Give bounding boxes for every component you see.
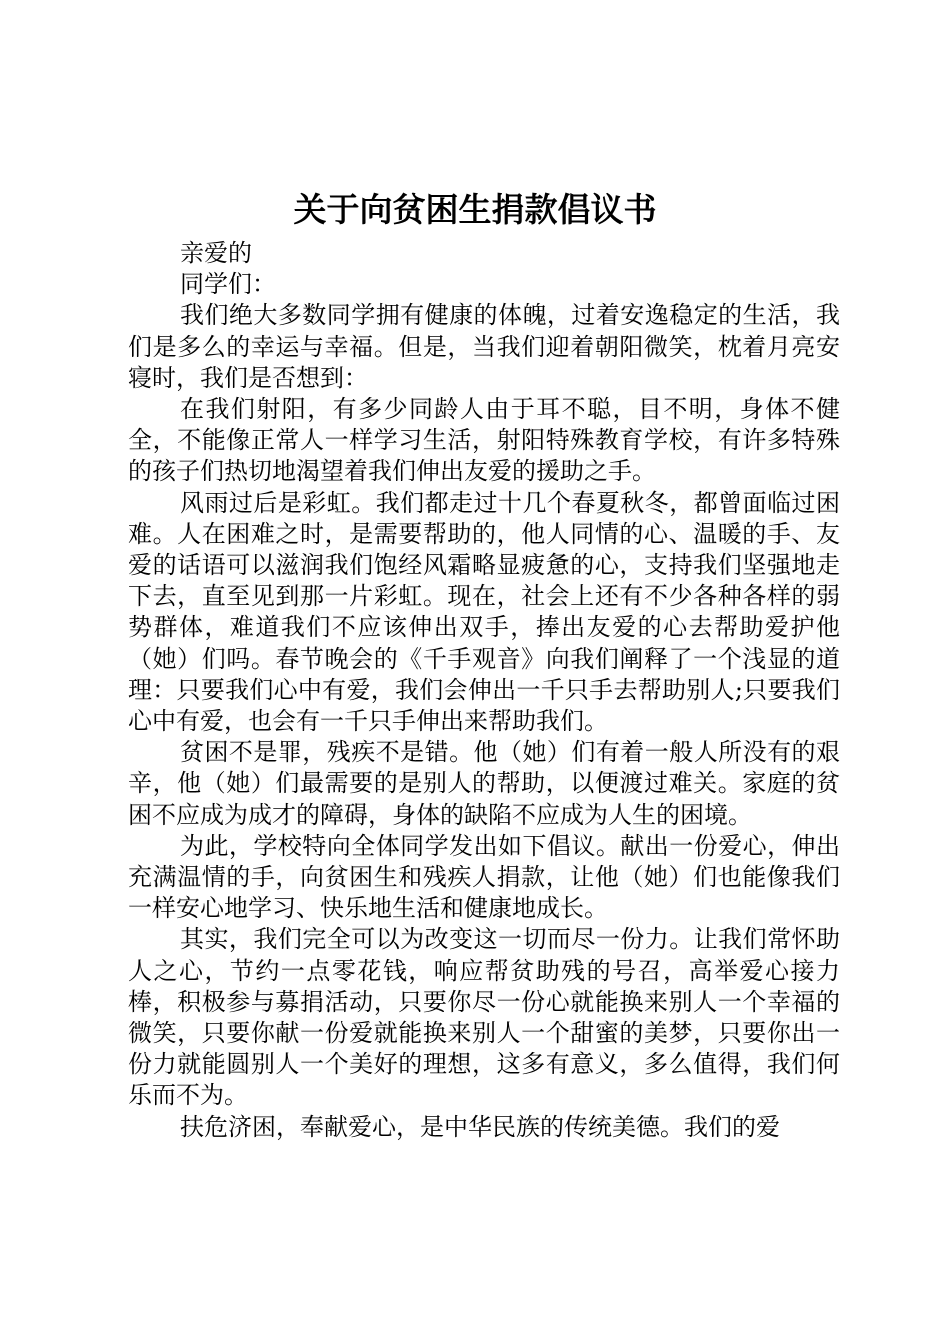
body-paragraph: 贫困不是罪，残疾不是错。他（她）们有着一般人所没有的艰辛，他（她）们最需要的是别人的帮助，以便渡过难关。家庭的贫困不应成为成才的障碍，身体的缺陷不应成为人生的困境。	[128, 738, 840, 829]
document-body	[128, 238, 840, 1143]
body-paragraph: 我们绝大多数同学拥有健康的体魄，过着安逸稳定的生活，我们是多么的幸运与幸福。但是，当我们迎着朝阳微笑，枕着月亮安寝时，我们是否想到：	[128, 301, 840, 392]
salutation-line-2: 同学们：	[180, 270, 276, 299]
body-paragraph: 其实，我们完全可以为改变这一切而尽一份力。让我们常怀助人之心，节约一点零花钱，响应帮贫助残的号召，高举爱心接力棒，积极参与募捐活动，只要你尽一份心就能换来别人一个幸福的微笑，只要你献一份爱就能换来别人一个甜蜜的美梦，只要你出一份力就能圆别人一个美好的理想，这多有意义，多么值得，我们何乐而不为。	[128, 925, 840, 1110]
body-paragraph: 在我们射阳，有多少同龄人由于耳不聪，目不明，身体不健全，不能像正常人一样学习生活，射阳特殊教育学校，有许多特殊的孩子们热切地渴望着我们伸出友爱的援助之手。	[128, 395, 840, 486]
body-paragraph: 为此，学校特向全体同学发出如下倡议。献出一份爱心，伸出充满温情的手，向贫困生和残疾人捐款，让他（她）们也能像我们一样安心地学习、快乐地生活和健康地成长。	[128, 831, 840, 923]
body-paragraph: 扶危济困，奉献爱心，是中华民族的传统美德。我们的爱	[180, 1112, 780, 1141]
body-paragraph: 风雨过后是彩虹。我们都走过十几个春夏秋冬，都曾面临过困难。人在困难之时，是需要帮助的，他人同情的心、温暖的手、友爱的话语可以滋润我们饱经风霜略显疲惫的心，支持我们坚强地走下去，直至见到那一片彩虹。现在，社会上还有不少各种各样的弱势群体，难道我们不应该伸出双手，捧出友爱的心去帮助爱护他（她）们吗。春节晚会的《千手观音》向我们阐释了一个浅显的道理：只要我们心中有爱，我们会伸出一千只手去帮助别人;只要我们心中有爱，也会有一千只手伸出来帮助我们。	[128, 488, 840, 736]
document-title: 关于向贫困生捐款倡议书	[293, 190, 657, 229]
salutation-line-1: 亲爱的	[180, 239, 252, 267]
